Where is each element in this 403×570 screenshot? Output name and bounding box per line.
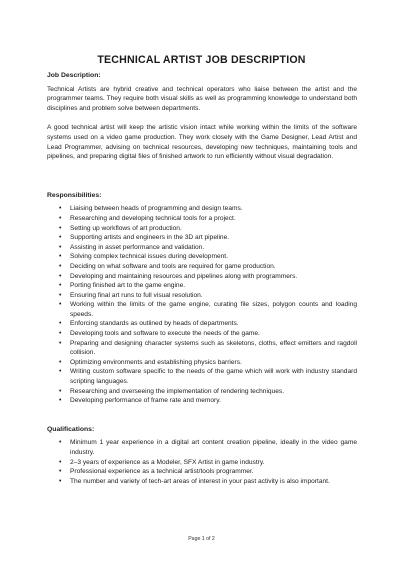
- job-description-paragraph-1: Technical Artists are hybrid creative and technical operators who liaise between the artist and the programmer teams. They require both visual skills as well as programming knowledge to understand both disciplines and problem solve between departments.: [47, 85, 357, 112]
- list-item: • Minimum 1 year experience in a digital art content creation pipeline, ideally in the video game industry.: [47, 438, 357, 457]
- list-item: • Deciding on what software and tools are required for game production.: [47, 262, 357, 272]
- responsibilities-list: [47, 204, 357, 405]
- list-item: • Writing custom software specific to the needs of the game which will work with industry standard scripting languages.: [47, 367, 357, 386]
- list-item: • Researching and developing technical tools for a project.: [47, 214, 357, 224]
- list-item: • Porting finished art to the game engine.: [47, 281, 357, 291]
- list-item: • Researching and overseeing the implementation of rendering techniques.: [47, 387, 357, 397]
- list-item: • Working within the limits of the game engine, curating file sizes, polygon counts and loading speeds.: [47, 300, 357, 319]
- document-title: TECHNICAL ARTIST JOB DESCRIPTION: [97, 54, 306, 66]
- list-item: • Assisting in asset performance and validation.: [47, 243, 357, 253]
- list-item: • Optimizing environments and establishing physics barriers.: [47, 358, 357, 368]
- list-item: • Developing tools and software to execute the needs of the game.: [47, 329, 357, 339]
- responsibilities-heading: Responsibilities:: [47, 191, 102, 199]
- qualifications-list: [47, 438, 357, 486]
- list-item: • Supporting artists and engineers in the 3D art pipeline.: [47, 233, 357, 243]
- list-item: • Setting up workflows of art production.: [47, 224, 357, 234]
- document-body: [47, 71, 357, 486]
- list-item: • Developing and maintaining resources and pipelines along with programmers.: [47, 272, 357, 282]
- list-item: • Developing performance of frame rate and memory.: [47, 396, 357, 406]
- qualifications-heading: Qualifications:: [47, 425, 95, 433]
- list-item: • Liaising between heads of programming and design teams.: [47, 204, 357, 214]
- list-item: • The number and variety of tech-art areas of interest in your past activity is also important.: [47, 477, 357, 487]
- list-item: • Preparing and designing character systems such as skeletons, cloths, effect emitters and ragdoll collision.: [47, 339, 357, 358]
- page-number: Page 1 of 2: [188, 536, 215, 542]
- list-item: • 2–3 years of experience as a Modeler, SFX Artist in game industry.: [47, 458, 357, 468]
- job-description-heading: Job Description:: [47, 72, 101, 79]
- list-item: • Enforcing standards as outlined by heads of departments.: [47, 319, 357, 329]
- list-item: • Professional experience as a technical artist/tools programmer.: [47, 467, 357, 477]
- job-description-paragraph-2: A good technical artist will keep the artistic vision intact while working within the limits of the software systems used on a video game production. They work closely with the Game Designer, Lead Artist and Lead Programmer, advising on technical resources, developing new techniques, maintaining tools and pipelines, and preparing digital files of finished artwork to run efficiently without visual degradation.: [47, 124, 357, 161]
- list-item: • Ensuring final art runs to full visual resolution.: [47, 291, 357, 301]
- list-item: • Solving complex technical issues during development.: [47, 252, 357, 262]
